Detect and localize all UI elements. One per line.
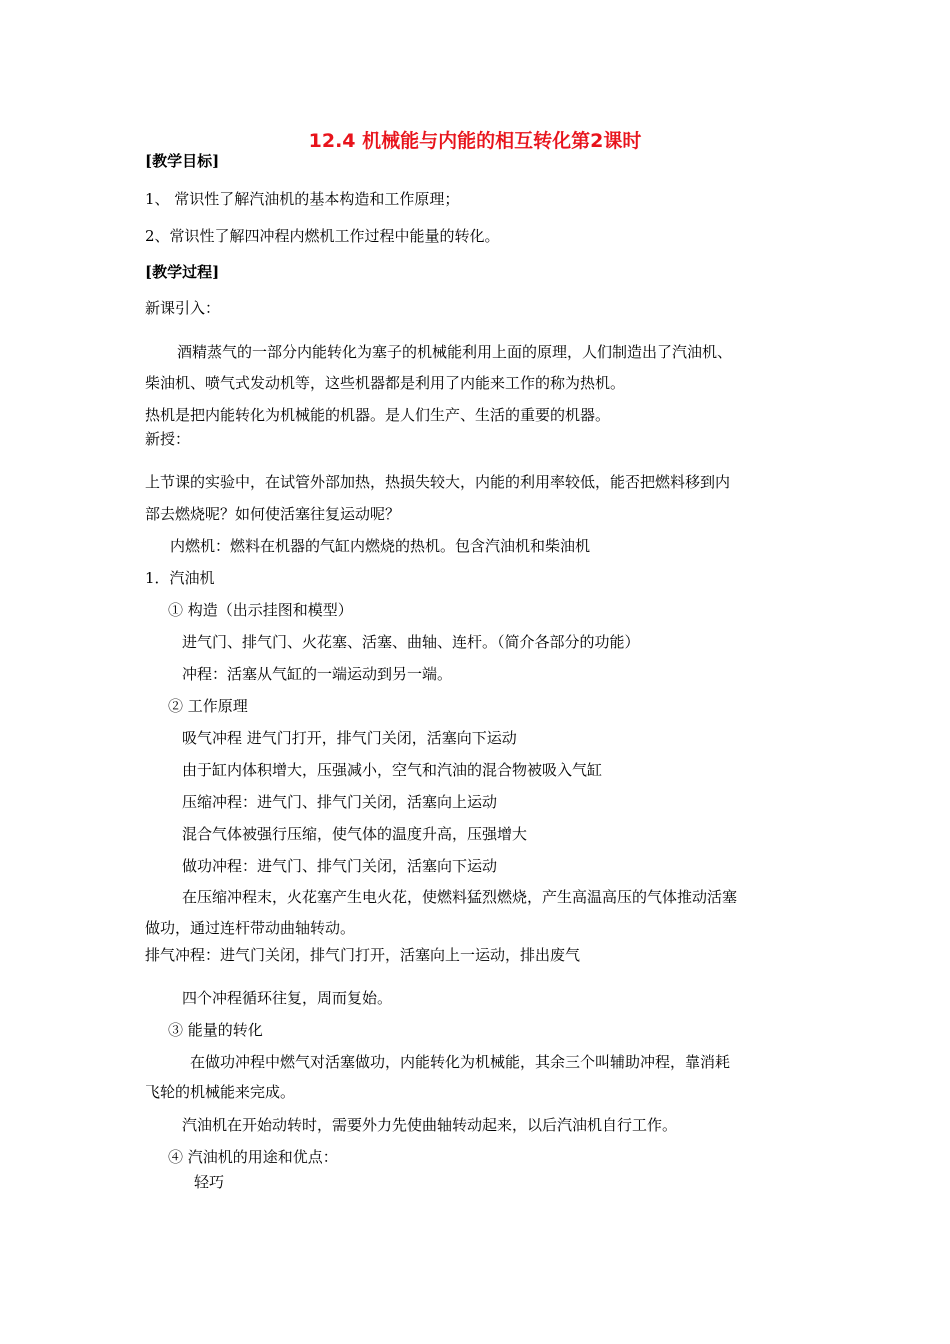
- power-stroke: 做功冲程：进气门、排气门关闭，活塞向下运动: [182, 857, 498, 875]
- objectives-heading: [教学目标]: [145, 152, 220, 170]
- power-detail-line: 做功，通过连杆带动曲轴转动。: [145, 919, 356, 937]
- new-lesson-label: 新授：: [145, 430, 191, 448]
- compression-detail: 混合气体被强行压缩，使气体的温度升高，压强增大: [182, 825, 528, 843]
- principle-label: ② 工作原理: [168, 697, 248, 715]
- lesson-paragraph-line: 部去燃烧呢？如何使活塞往复运动呢？: [145, 505, 401, 523]
- objective-1: 1、 常识性了解汽油机的基本构造和工作原理；: [145, 190, 460, 208]
- intro-paragraph-2: 热机是把内能转化为机械能的机器。是人们生产、生活的重要的机器。: [145, 406, 611, 424]
- uses-label: ④ 汽油机的用途和优点：: [168, 1148, 338, 1166]
- process-heading: [教学过程]: [145, 263, 220, 281]
- energy-label: ③ 能量的转化: [168, 1021, 263, 1039]
- structure-parts: 进气门、排气门、火花塞、活塞、曲轴、连杆。（简介各部分的功能）: [182, 633, 640, 651]
- item-gasoline-engine: 1．汽油机: [145, 569, 215, 587]
- structure-label: ① 构造（出示挂图和模型）: [168, 601, 353, 619]
- energy-paragraph-line: 在做功冲程中燃气对活塞做功，内能转化为机械能，其余三个叫辅助冲程，靠消耗: [190, 1053, 731, 1071]
- ice-definition: 内燃机：燃料在机器的气缸内燃烧的热机。包含汽油机和柴油机: [170, 537, 591, 555]
- exhaust-stroke: 排气冲程：进气门关闭，排气门打开，活塞向上一运动，排出废气: [145, 946, 581, 964]
- intro-label: 新课引入：: [145, 299, 221, 317]
- power-detail-line: 在压缩冲程末，火花塞产生电火花，使燃料猛烈燃烧，产生高温高压的气体推动活塞: [182, 888, 738, 906]
- compression-stroke: 压缩冲程：进气门、排气门关闭，活塞向上运动: [182, 793, 498, 811]
- energy-paragraph-line: 飞轮的机械能来完成。: [145, 1083, 296, 1101]
- lesson-paragraph-line: 上节课的实验中，在试管外部加热，热损失较大，内能的利用率较低，能否把燃料移到内: [145, 473, 731, 491]
- objective-2: 2、常识性了解四冲程内燃机工作过程中能量的转化。: [145, 227, 500, 245]
- cycle-text: 四个冲程循环往复，周而复始。: [182, 989, 393, 1007]
- page-title: 12.4 机械能与内能的相互转化第2课时: [308, 130, 642, 152]
- intro-paragraph-line: 酒精蒸气的一部分内能转化为塞子的机械能利用上面的原理，人们制造出了汽油机、: [177, 343, 733, 361]
- intake-stroke: 吸气冲程 进气门打开，排气门关闭，活塞向下运动: [182, 729, 517, 747]
- intake-detail: 由于缸内体积增大，压强减小，空气和汽油的混合物被吸入气缸: [182, 761, 603, 779]
- startup-text: 汽油机在开始动转时，需要外力先使曲轴转动起来，以后汽油机自行工作。: [182, 1116, 678, 1134]
- stroke-definition: 冲程：活塞从气缸的一端运动到另一端。: [182, 665, 453, 683]
- uses-item: 轻巧: [194, 1173, 225, 1191]
- intro-paragraph-line: 柴油机、喷气式发动机等，这些机器都是利用了内能来工作的称为热机。: [145, 374, 626, 392]
